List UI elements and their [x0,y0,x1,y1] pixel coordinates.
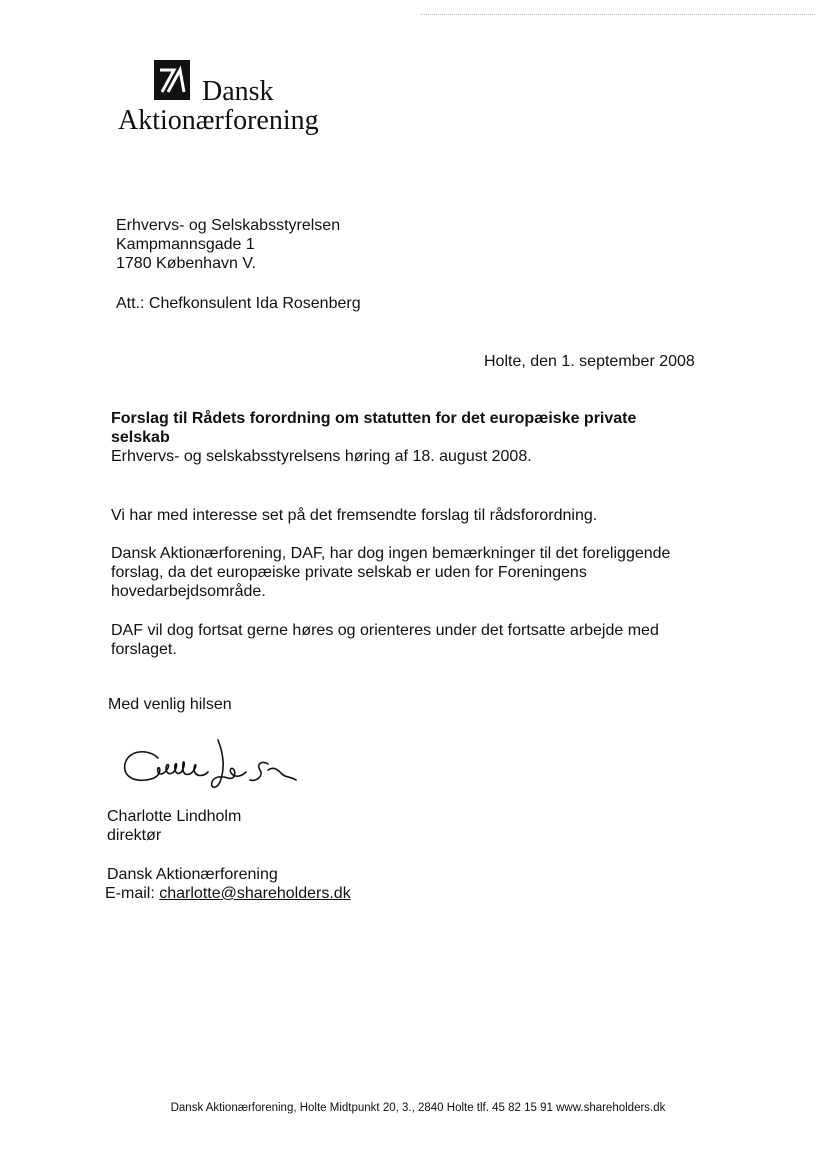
logo-text-dansk: Dansk [202,76,274,107]
signer-name: Charlotte Lindholm [107,808,242,825]
recipient-city: 1780 København V. [116,255,256,272]
paragraph-2-line1: Dansk Aktionærforening, DAF, har dog ingen bemærkninger til det foreliggende [111,545,671,562]
recipient-street: Kampmannsgade 1 [116,236,255,253]
email-line [105,884,351,903]
logo-mark-icon [154,60,190,100]
recipient-name: Erhvervs- og Selskabsstyrelsen [116,217,341,234]
subject-reference: Erhvervs- og selskabsstyrelsens høring af 18. august 2008. [111,448,532,465]
letter-date: Holte, den 1. september 2008 [484,353,695,370]
signer-title: direktør [107,827,162,844]
paragraph-1: Vi har med interesse set på det fremsendte forslag til rådsforordning. [111,507,598,524]
scan-edge-line [420,14,815,15]
subject-title-line1: Forslag til Rådets forordning om statutten for det europæiske private [111,410,637,427]
attention-line: Att.: Chefkonsulent Ida Rosenberg [116,295,361,312]
subject-title-line2: selskab [111,429,170,446]
paragraph-3-line2: forslaget. [111,641,177,658]
logo-text-aktionaerforening: Aktionærforening [118,105,319,136]
signer-organisation: Dansk Aktionærforening [107,866,278,883]
logo [118,60,338,142]
email-link[interactable]: charlotte@shareholders.dk [159,885,351,902]
handwritten-signature [118,736,308,796]
email-label: E-mail: [105,885,155,902]
letterhead-footer: Dansk Aktionærforening, Holte Midtpunkt 20, 3., 2840 Holte tlf. 45 82 15 91 www.shareholders.dk [170,1102,666,1114]
paragraph-2-line3: hovedarbejdsområde. [111,583,266,600]
paragraph-3-line1: DAF vil dog fortsat gerne høres og orienteres under det fortsatte arbejde med [111,622,659,639]
closing-greeting: Med venlig hilsen [108,696,232,713]
paragraph-2-line2: forslag, da det europæiske private selskab er uden for Foreningens [111,564,587,581]
